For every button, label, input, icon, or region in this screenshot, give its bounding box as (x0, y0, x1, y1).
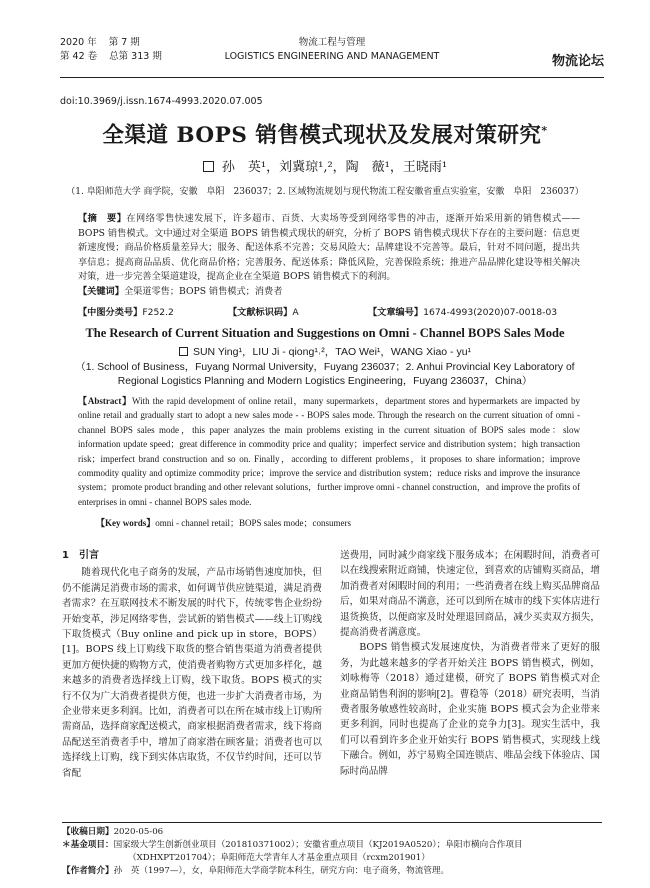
doc-code-value: A (292, 307, 299, 318)
authors-cn (0, 156, 650, 175)
article-no-value: 1674-4993(2020)07-0018-03 (423, 307, 558, 318)
body-paragraph: 送费用，同时减少商家线下服务成本；在闲暇时间，消费者可以在线搜索附近商铺，快速定位，到喜欢的店铺购买商品，增加消费者对闲暇时间的利用；一些消费者在线上购买品牌商品后，如果对商品不满意，还可以到所在城市的线下实体店进行退货换货，以便商家及时处理退回商品，减少买卖双方损失，提高消费者满意度。 (340, 550, 600, 639)
received-label: 【收稿日期】 (62, 827, 114, 837)
affiliation-en-line2: Regional Logistics Planning and Modern Logistics Engineering，Fuyang 236037，China） (117, 376, 533, 387)
affiliation-en (60, 361, 590, 389)
journal-header (60, 36, 604, 78)
section-name: 物流论坛 (551, 54, 604, 69)
authors-cn-text: 孙 英¹，刘冀琼¹,²，陶 薇¹，王晓雨¹ (221, 160, 448, 175)
square-icon (179, 347, 188, 356)
abstract-cn-label: 【摘 要】 (78, 213, 127, 224)
total-issue: 总第 313 期 (109, 51, 162, 62)
clc-value: F252.2 (142, 307, 174, 318)
body-column-right (340, 548, 600, 779)
body-paragraph: 随着现代化电子商务的发展，产品市场销售速度加快，但仍不能满足消费市场的需求，如何调节供应链渠道，满足消费者需求？在互联网技术不断发展的时代下，传统零售企业纷纷开始变革，涉足网络零售，尝试新的销售模式——线上订购线下取货模式（Buy online and pick up in store，BOPS）[1]。BOPS 线上订购线下取货的整合销售渠道为消费者提供更加方便快捷的购物方式，使消费者购物方式更加多样化，越来越多的消费者选择线上订购，线下取货。BOPS 模式的实行不仅为广大消费者提供方便，也进一步扩大消费者市场，为企业带来更多利润。比如，消费者可以在所在城市线上订购所需商品，选择商家配送模式，商家根据消费者需求，线下将商品配送至消费者手中，增加了商家潜在顾客量；消费者也可以选择线上订购，线下到实体店取货，不仅节约时间，还可以节省配 (62, 567, 322, 779)
fund-label: ＊基金项目： (62, 840, 114, 850)
fund-text-line2: （XDHXPT201704）；阜阳师范大学青年人才基金重点项目（rcxm201901） (128, 853, 430, 863)
doc-code-label: 【文献标识码】 (228, 307, 293, 318)
abstract-en-text: With the rapid development of online retail，many supermarkets，department stores and hypermarkets are impacted by online retail and gradually start to adopt a new sales mode - - BOPS sales mode. Through the research on the current situation of omni - channel BOPS sales mode，this paper analyzes the main problems existing in the current situation of BOPS sales mode：slow information update speed；great difference in commodity price and quality；imperfect service and distribution system；high transaction risk；imperfect brand construction and so on. Finally，according to different problems，it proposes to share information；improve commodity quality and optimize commodity price；improve the service and distribution system；reduce risks and improve the insurance system；promote product branding and other relevant solutions，further improve omni - channel construction，and improve the profits of enterprises in omni - channel BOPS sales mode. (78, 396, 580, 507)
abstract-cn (78, 212, 580, 300)
year: 2020 年 (60, 37, 97, 48)
keywords-cn-text: 全渠道零售；BOPS 销售模式；消费者 (123, 285, 283, 297)
volume: 第 42 卷 (60, 51, 98, 62)
body-paragraph: BOPS 销售模式发展速度快，为消费者带来了更好的服务，为此越来越多的学者开始关注 BOPS 销售模式，例如，刘咏梅等（2018）通过建模，研究了 BOPS 销售模式对企业商品销售利润的影响[2]。曹稳等（2018）研究表明，当消费者服务敏感性较高时，企业实施 BOPS 模式会为企业带来更多利润，同时也提高了企业的竞争力[3]。现实生活中，我们可以看到许多企业开始实行 BOPS 销售模式，实现线上线下融合。例如，苏宁易购全国连锁店、唯品会线下体验店、国际时尚品牌 (340, 642, 600, 777)
keywords-en-label: 【Key words】 (96, 518, 156, 528)
classification-row (78, 304, 580, 318)
bio-text: 孙 英（1997—），女，阜阳师范大学商学院本科生，研究方向：电子商务，物流管理。 (113, 866, 450, 876)
keywords-cn-label: 【关键词】 (78, 285, 124, 297)
received-date: 2020-05-06 (113, 827, 164, 837)
journal-name (212, 36, 452, 64)
article-no-label: 【文章编号】 (368, 307, 424, 318)
body-column-left (62, 548, 322, 781)
affiliation-cn: （1. 阜阳师范大学 商学院，安徽 阜阳 236037；2. 区域物流规划与现代物流工程安徽省重点实验室，安徽 阜阳 236037） (66, 187, 584, 197)
square-icon (203, 161, 214, 172)
bio-label: 【作者简介】 (62, 866, 114, 876)
issue: 第 7 期 (108, 37, 140, 48)
clc-label: 【中图分类号】 (78, 307, 143, 318)
keywords-en (96, 516, 576, 529)
paper-title (40, 118, 610, 149)
abstract-en (78, 394, 580, 509)
journal-name-en: LOGISTICS ENGINEERING AND MANAGEMENT (224, 51, 440, 62)
doi: doi:10.3969/j.issn.1674-4993.2020.07.005 (60, 96, 263, 107)
authors-en (40, 344, 610, 359)
fund-text-line1: 国家级大学生创新创业项目（201810371002）；安徽省重点项目（KJ2019A0520）；阜阳市横向合作项目 (113, 840, 523, 850)
section-heading: 1 引言 (62, 550, 99, 561)
footnote-divider (62, 822, 602, 823)
paper-title-en: The Research of Current Situation and Suggestions on Omni - Channel BOPS Sales Mode (85, 326, 565, 340)
journal-name-cn: 物流工程与管理 (298, 37, 366, 48)
affiliation-en-line1: （1. School of Business，Fuyang Normal University，Fuyang 236037；2. Anhui Provincial Key Laboratory of (75, 362, 575, 373)
issue-info (60, 36, 174, 64)
abstract-en-label: 【Abstract】 (78, 396, 133, 406)
keywords-en-text: omni - channel retail；BOPS sales mode；consumers (155, 518, 351, 528)
footnotes (62, 826, 602, 878)
paper-title-text: 全渠道 BOPS 销售模式现状及发展对策研究 (102, 123, 542, 148)
title-footnote-mark: * (541, 123, 548, 137)
authors-en-text: SUN Ying¹，LIU Ji - qiong¹˒²，TAO Wei¹，WANG Xiao - yu¹ (192, 346, 472, 358)
abstract-cn-text: 在网络零售快速发展下，许多超市、百货、大卖场等受到网络零售的冲击，逐渐开始采用新的销售模式——BOPS 销售模式。文中通过对全渠道 BOPS 销售模式现状的研究，分析了 BOPS 销售模式现状下存在的主要问题：信息更新速度慢；商品价格质量差异大；服务、配送体系不完善；交易风险大；品牌建设不完善等。最后，针对不同问题，提出共享信息；提高商品品质、优化商品价格；完善服务、配送体系；降低风险，完善保险系统；推进产品品牌化建设等相关解决对策，进一步完善全渠道建设，提高企业在全渠道 BOPS 销售模式下的利润。 (78, 213, 581, 283)
